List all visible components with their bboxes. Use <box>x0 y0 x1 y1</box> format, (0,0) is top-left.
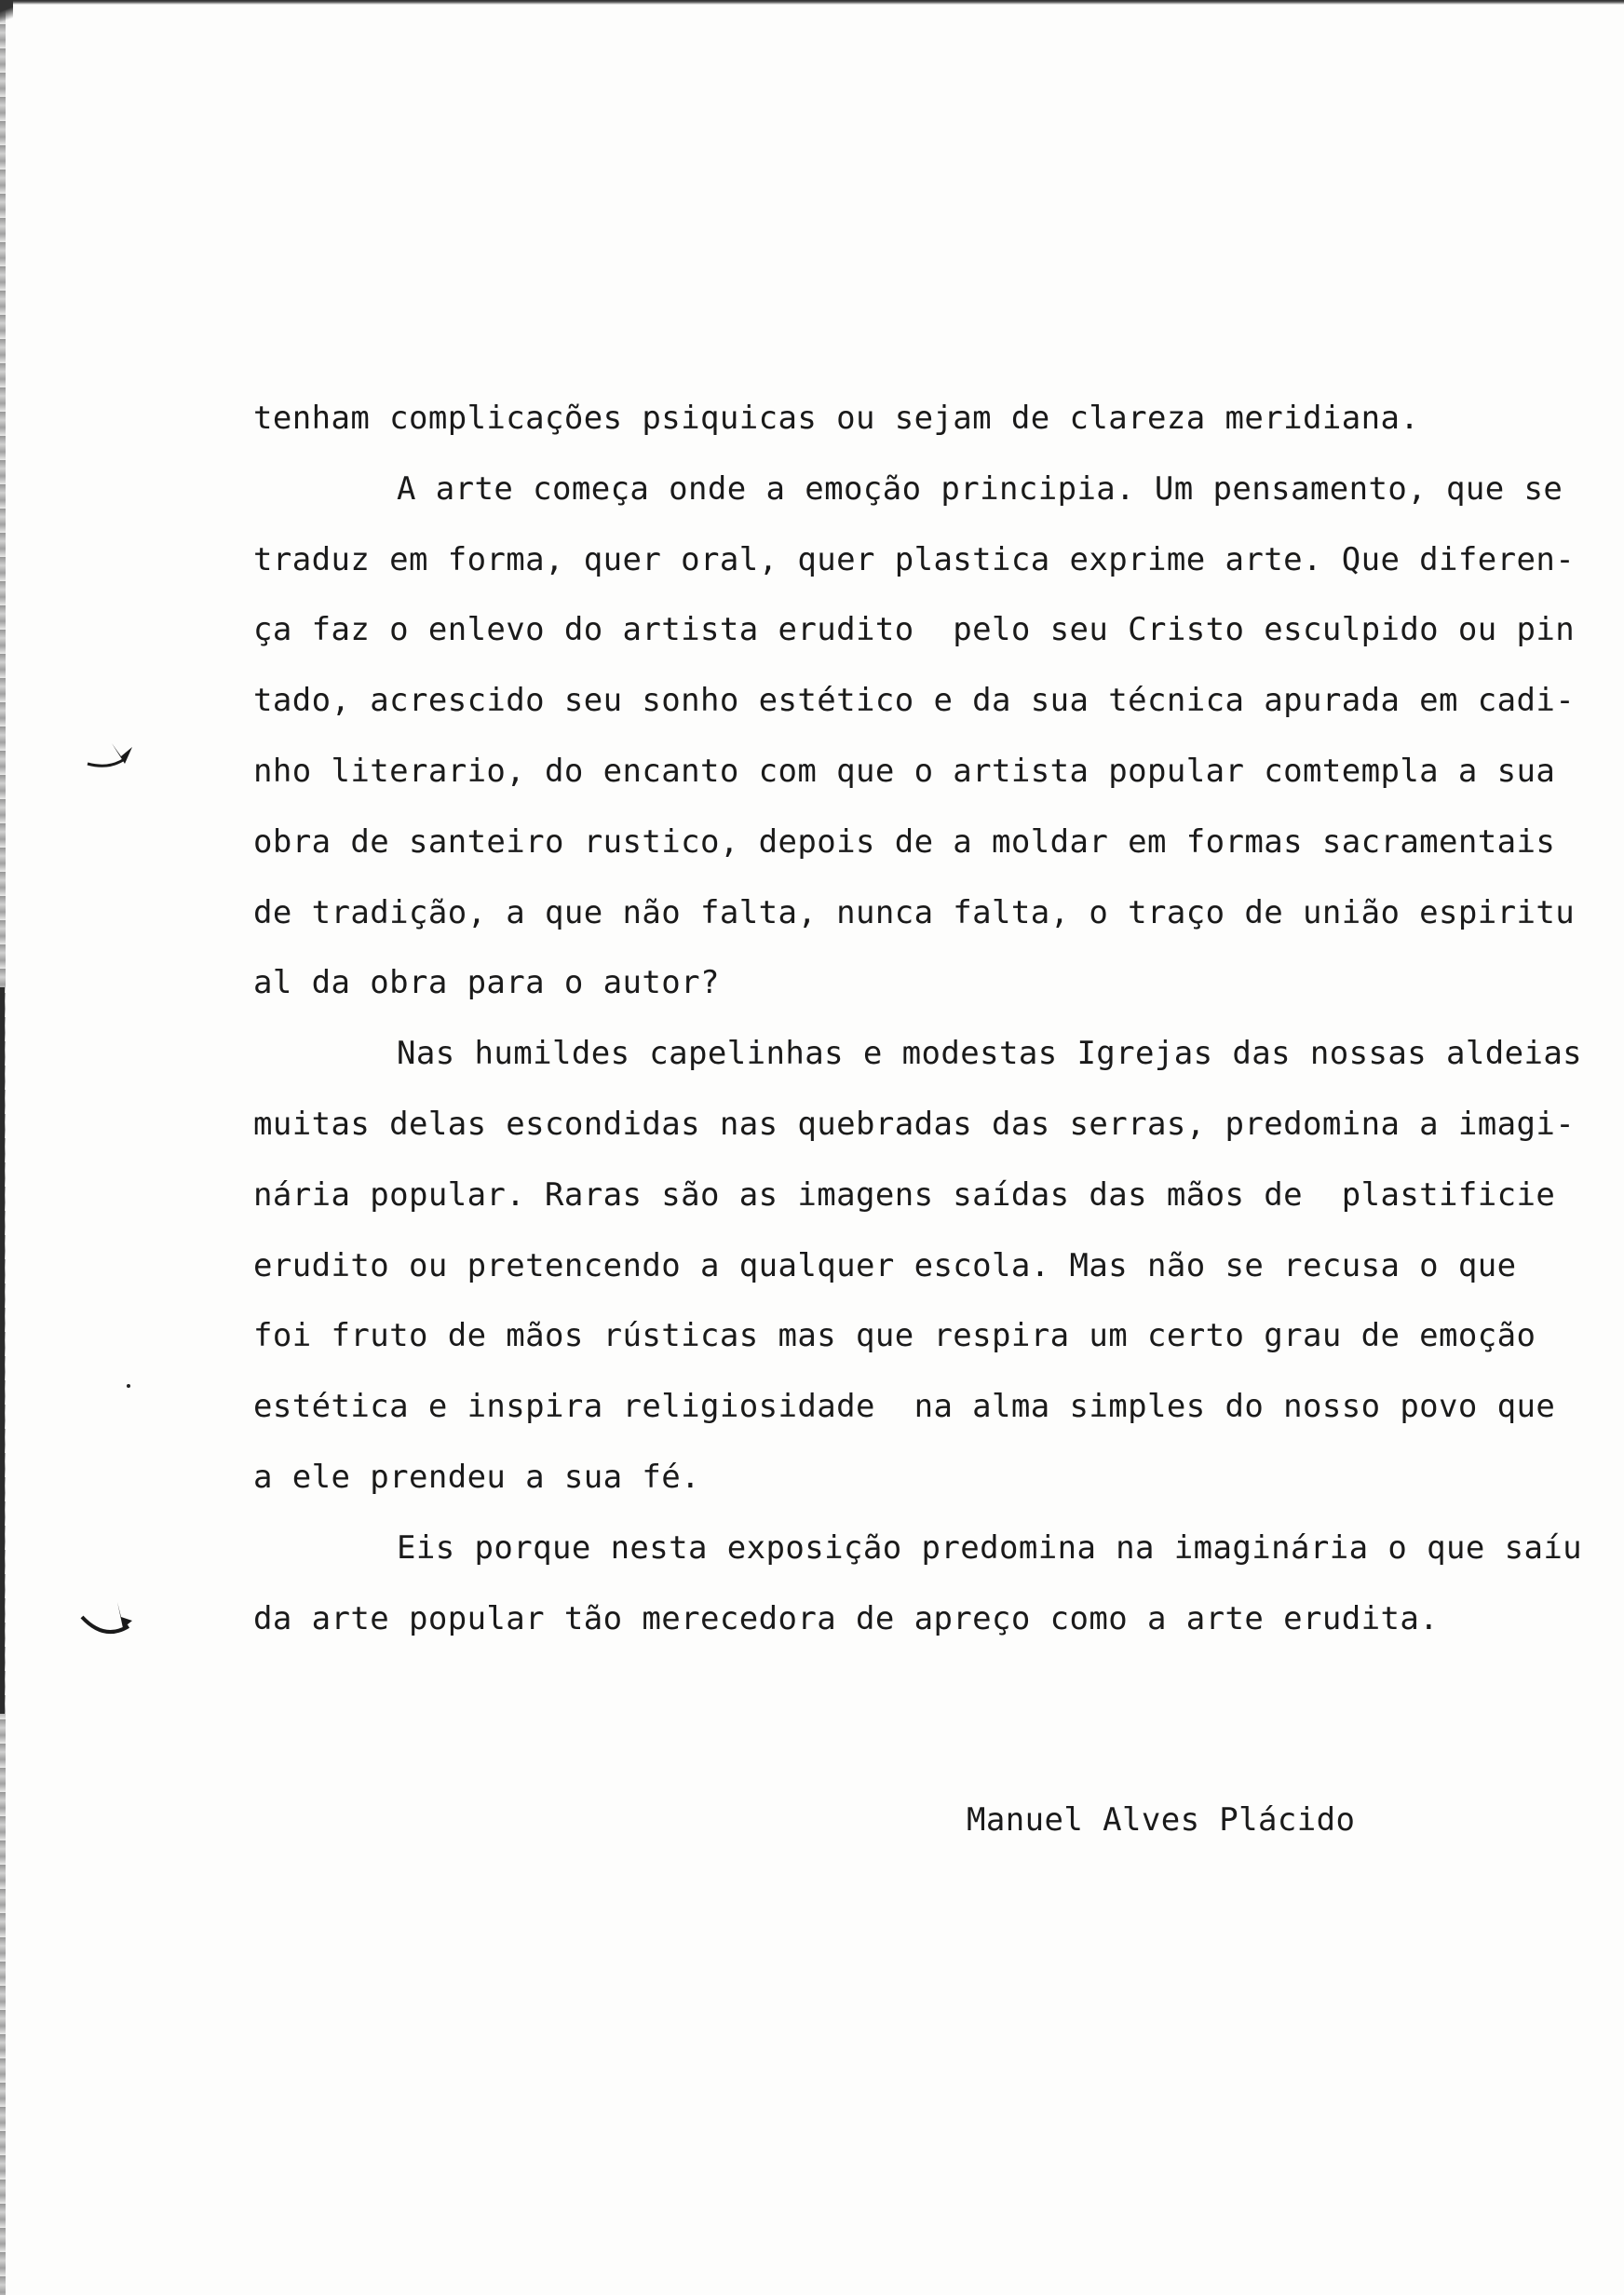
text-line: estética e inspira religiosidade na alma simples do nosso povo que <box>253 1388 1556 1426</box>
text-line: foi fruto de mãos rústicas mas que respira um certo grau de emoção <box>253 1317 1536 1355</box>
text-line: traduz em forma, quer oral, quer plastica exprime arte. Que diferen- <box>253 540 1576 578</box>
text-line: ça faz o enlevo do artista erudito pelo seu Cristo esculpido ou pin <box>253 611 1576 649</box>
text-line: da arte popular tão merecedora de apreço como a arte erudita. <box>253 1599 1440 1637</box>
scan-top-edge <box>0 0 1624 5</box>
signature: Manuel Alves Plácido <box>967 1801 1356 1839</box>
text-line: nária popular. Raras são as imagens saídas das mãos de plastificie <box>253 1175 1556 1214</box>
text-line: de tradição, a que não falta, nunca falta, o traço de união espiritu <box>253 893 1576 931</box>
text-line: nho literario, do encanto com que o artista popular comtempla a sua <box>253 752 1556 790</box>
scan-corner-mark <box>0 0 13 28</box>
margin-mark-lower <box>80 1600 140 1645</box>
text-line: muitas delas escondidas nas quebradas das serras, predomina a imagi- <box>253 1105 1576 1143</box>
scan-speck <box>127 1384 130 1388</box>
text-line: A arte começa onde a emoção principia. Um pensamento, que se <box>397 469 1563 508</box>
scan-left-shadow <box>0 987 5 1714</box>
text-line: tado, acrescido seu sonho estético e da sua técnica apurada em cadi- <box>253 682 1576 720</box>
text-line: erudito ou pretencendo a qualquer escola. Mas não se recusa o que <box>253 1246 1517 1284</box>
body-text <box>253 384 1583 1654</box>
margin-mark-upper <box>84 736 140 773</box>
text-line: al da obra para o autor? <box>253 964 720 1002</box>
text-line: Nas humildes capelinhas e modestas Igrejas das nossas aldeias <box>397 1035 1583 1073</box>
text-line: a ele prendeu a sua fé. <box>253 1458 701 1496</box>
text-line: Eis porque nesta exposição predomina na imaginária o que saíu <box>397 1528 1583 1567</box>
text-line: obra de santeiro rustico, depois de a moldar em formas sacramentais <box>253 822 1556 861</box>
text-line: tenham complicações psiquicas ou sejam de clareza meridiana. <box>253 400 1420 437</box>
